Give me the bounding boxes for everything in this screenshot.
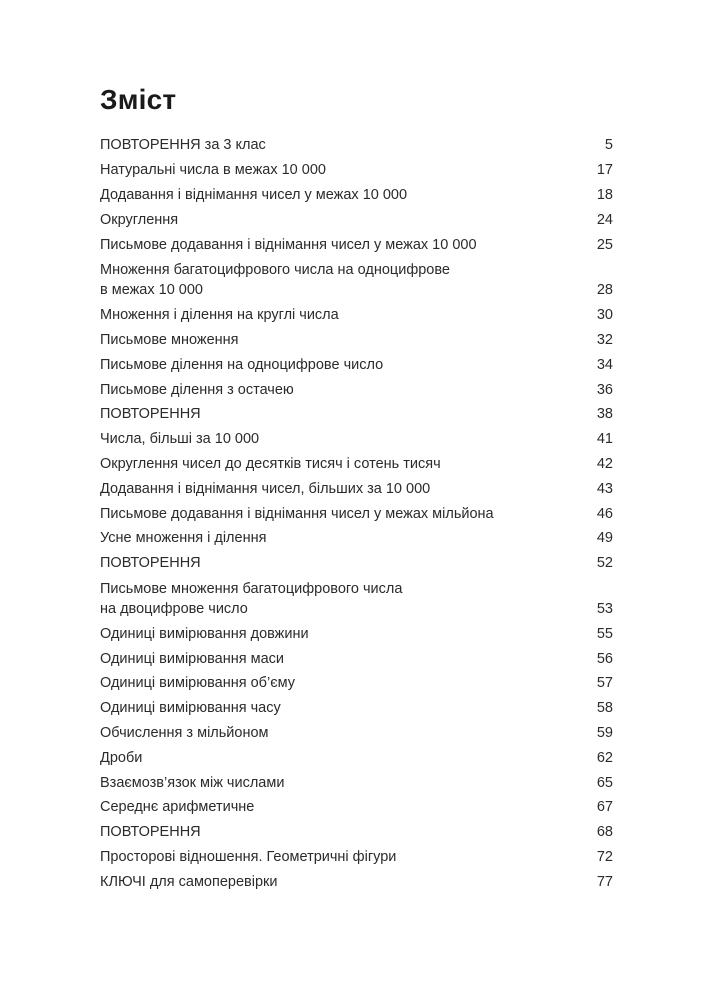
toc-entry[interactable] — [100, 696, 613, 721]
toc-entry[interactable] — [100, 845, 613, 870]
toc-entry-title: Одиниці вимірювання часу — [100, 700, 281, 717]
toc-entry[interactable] — [100, 820, 613, 845]
toc-entry-title: Письмове додавання і віднімання чисел у межах мільйона — [100, 505, 494, 522]
toc-entry-page: 52 — [596, 555, 613, 572]
toc-entry[interactable] — [100, 257, 613, 303]
toc-entry-page: 62 — [596, 749, 613, 766]
toc-entry[interactable] — [100, 795, 613, 820]
toc-entry-title: Множення і ділення на круглі числа — [100, 307, 339, 324]
toc-entry-page: 46 — [596, 505, 613, 522]
toc-entry-title: Округлення — [100, 211, 179, 228]
toc-entry-page: 25 — [596, 236, 613, 253]
toc-entry-title — [100, 579, 589, 619]
toc-entry-title: ПОВТОРЕННЯ — [100, 406, 201, 423]
toc-entry-title — [100, 260, 589, 300]
toc-entry-page: 28 — [596, 281, 613, 298]
toc-entry[interactable] — [100, 576, 613, 622]
toc-entry-page: 36 — [596, 381, 613, 398]
toc-entry-title: Додавання і віднімання чисел у межах 10 000 — [100, 186, 408, 203]
toc-entry[interactable] — [100, 232, 613, 257]
toc-entry-title: ПОВТОРЕННЯ — [100, 824, 201, 841]
toc-entry-title: Одиниці вимірювання маси — [100, 650, 284, 667]
toc-entry[interactable] — [100, 476, 613, 501]
toc-entry-page: 34 — [596, 356, 613, 373]
toc-entry-page: 30 — [596, 307, 613, 324]
toc-entry-title: ПОВТОРЕННЯ — [100, 555, 201, 572]
toc-entry-page: 77 — [596, 873, 613, 890]
toc-entry[interactable] — [100, 501, 613, 526]
toc-entry-title: Просторові відношення. Геометричні фігури — [100, 848, 397, 865]
toc-entry-title: Дроби — [100, 749, 143, 766]
toc-entry-title: Середнє арифметичне — [100, 799, 255, 816]
toc-entry-page: 58 — [596, 700, 613, 717]
toc-entry-page: 56 — [596, 650, 613, 667]
toc-entry-page: 57 — [596, 675, 613, 692]
toc-entry[interactable] — [100, 745, 613, 770]
toc-entry-page: 5 — [604, 137, 613, 154]
page-title: Зміст — [100, 84, 177, 115]
toc-entry[interactable] — [100, 183, 613, 208]
toc-entry-title: Обчислення з мільйоном — [100, 725, 269, 742]
toc-entry[interactable] — [100, 551, 613, 576]
toc-entry-title-line: в межах 10 000 — [100, 281, 203, 298]
toc-entry-page: 49 — [596, 530, 613, 547]
toc-entry[interactable] — [100, 158, 613, 183]
toc-entry[interactable] — [100, 526, 613, 551]
toc-entry-title-line: Письмове множення багатоцифрового числа — [100, 580, 403, 597]
toc-entry-title: Одиниці вимірювання об’єму — [100, 675, 295, 692]
toc-entry[interactable] — [100, 671, 613, 696]
toc-entry-title-line: на двоцифрове число — [100, 600, 248, 617]
toc-entry-title: Письмове ділення на одноцифрове число — [100, 356, 384, 373]
toc-entry[interactable] — [100, 303, 613, 328]
toc-entry-title: КЛЮЧІ для самоперевірки — [100, 873, 278, 890]
toc-entry[interactable] — [100, 207, 613, 232]
table-of-contents — [100, 133, 613, 894]
toc-entry-page: 65 — [596, 774, 613, 791]
toc-entry-title: Додавання і віднімання чисел, більших за 10 000 — [100, 480, 431, 497]
toc-entry[interactable] — [100, 133, 613, 158]
toc-entry-page: 53 — [596, 600, 613, 617]
toc-entry-page: 72 — [596, 848, 613, 865]
toc-entry-page: 41 — [596, 431, 613, 448]
toc-entry-page: 24 — [596, 211, 613, 228]
toc-entry-title: Натуральні числа в межах 10 000 — [100, 162, 326, 179]
toc-entry-title: ПОВТОРЕННЯ за 3 клас — [100, 137, 266, 154]
toc-entry-title: Письмове множення — [100, 332, 239, 349]
toc-entry-page: 68 — [596, 824, 613, 841]
toc-entry[interactable] — [100, 646, 613, 671]
toc-entry[interactable] — [100, 328, 613, 353]
toc-entry[interactable] — [100, 352, 613, 377]
toc-entry-page: 55 — [596, 625, 613, 642]
toc-entry[interactable] — [100, 770, 613, 795]
toc-entry-page: 32 — [596, 332, 613, 349]
toc-entry[interactable] — [100, 721, 613, 746]
toc-entry-page: 67 — [596, 799, 613, 816]
toc-entry-title: Округлення чисел до десятків тисяч і сотень тисяч — [100, 455, 441, 472]
toc-entry-page: 18 — [596, 186, 613, 203]
toc-entry[interactable] — [100, 427, 613, 452]
toc-entry[interactable] — [100, 402, 613, 427]
toc-entry-title: Взаємозв’язок між числами — [100, 774, 285, 791]
toc-entry-title: Усне множення і ділення — [100, 530, 267, 547]
toc-entry-page: 38 — [596, 406, 613, 423]
toc-entry[interactable] — [100, 377, 613, 402]
toc-entry-title: Числа, більші за 10 000 — [100, 431, 260, 448]
toc-entry-title: Письмове ділення з остачею — [100, 381, 294, 398]
toc-entry-page: 59 — [596, 725, 613, 742]
toc-entry-page: 43 — [596, 480, 613, 497]
toc-entry-title-line: Множення багатоцифрового числа на одноцифрове — [100, 261, 450, 278]
toc-entry-title: Письмове додавання і віднімання чисел у межах 10 000 — [100, 236, 477, 253]
toc-entry-page: 17 — [596, 162, 613, 179]
toc-entry-page: 42 — [596, 455, 613, 472]
toc-entry[interactable] — [100, 869, 613, 894]
toc-entry[interactable] — [100, 452, 613, 477]
toc-entry-title: Одиниці вимірювання довжини — [100, 625, 309, 642]
toc-entry[interactable] — [100, 622, 613, 647]
